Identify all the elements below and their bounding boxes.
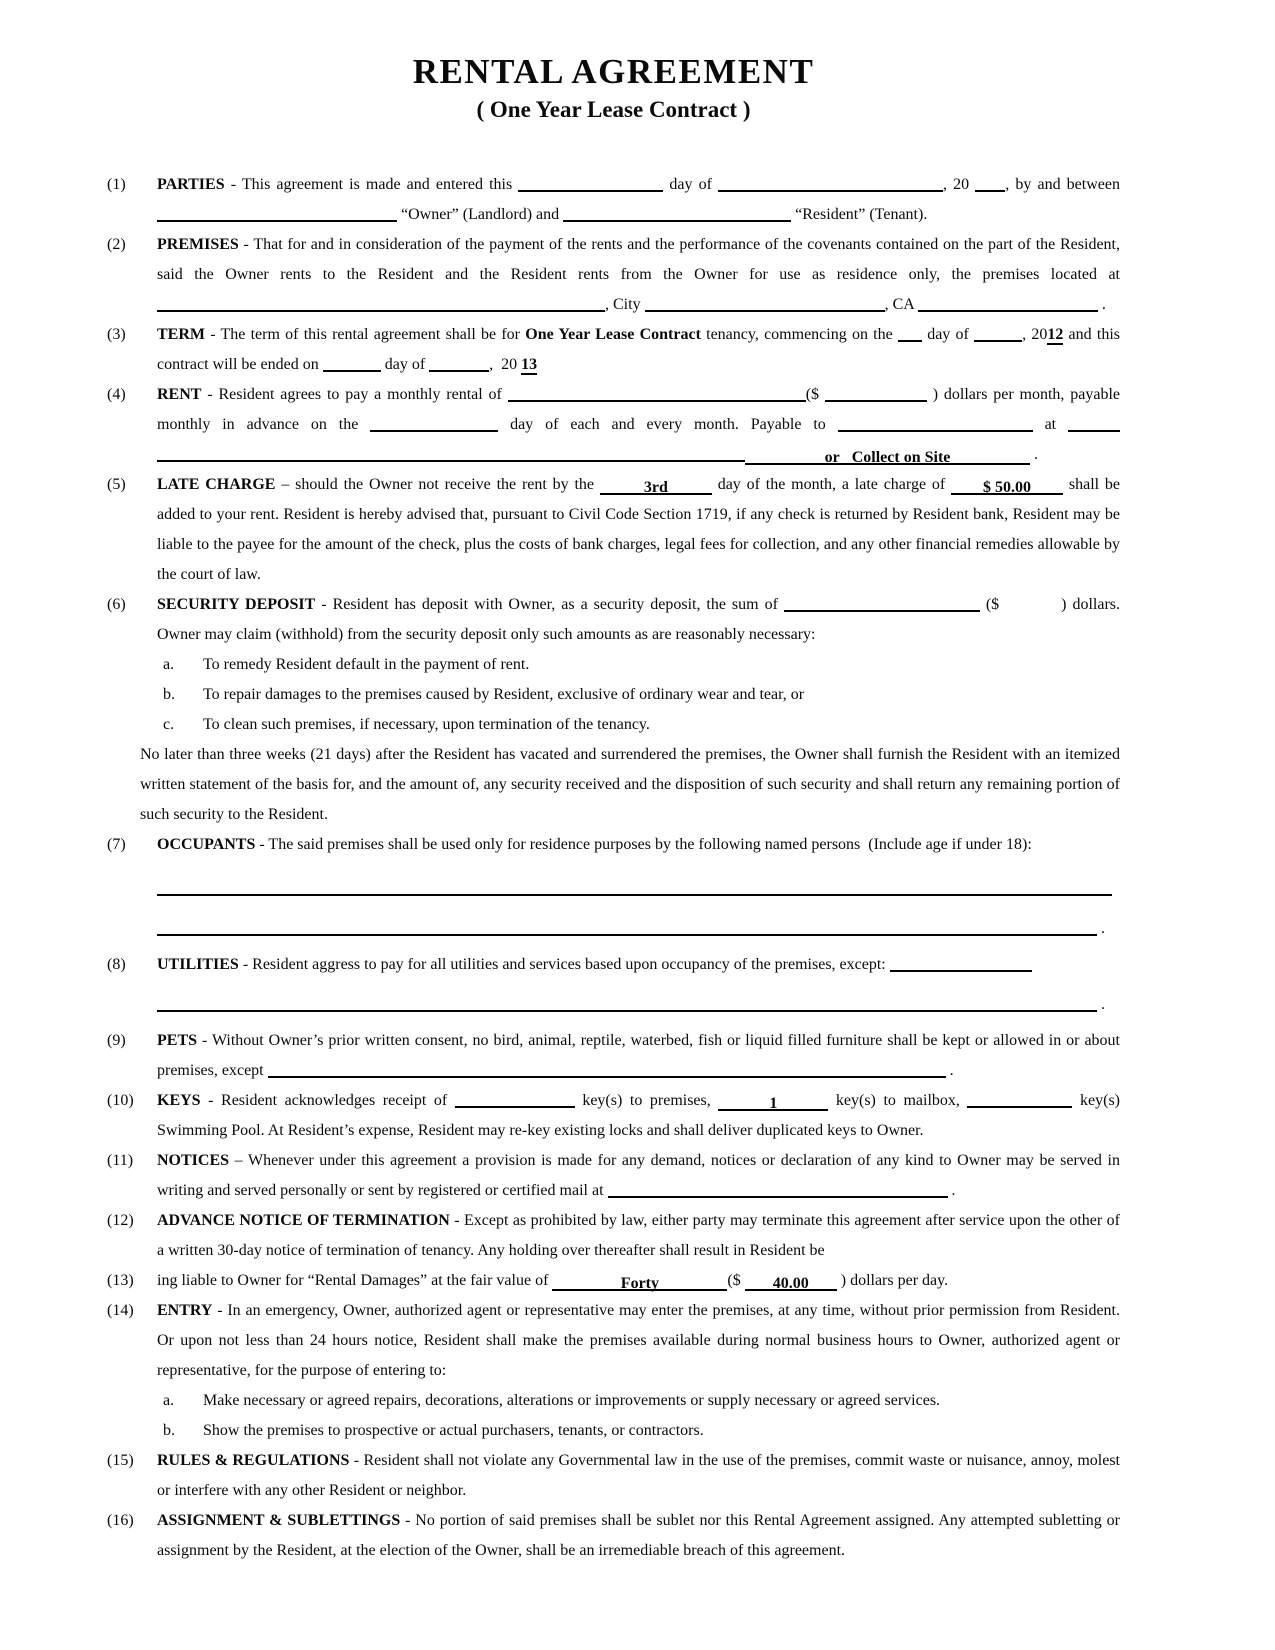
text-run: – Whenever under this agreement a provision is made for any demand, notices or declaration of any kind to Owner may be served in writing and served personally or sent by registered or certified mail at [157, 1152, 1120, 1199]
text-run: No later than three weeks (21 days) after the Resident has vacated and surrendered the premises, the Owner shall furnish the Resident with an itemized written statement of the basis for, and the amount of, any security received and the disposition of such security and shall return any remaining portion of such security to the Resident. [140, 746, 1120, 823]
whitespace-gap [999, 599, 1061, 609]
bold-text-run: UTILITIES [157, 956, 239, 973]
text-run: , by and between [1005, 176, 1120, 193]
item-text [157, 230, 1120, 320]
item-text [157, 914, 1120, 944]
item-number: (16) [107, 1512, 134, 1529]
sub-item-a [107, 650, 1120, 680]
form-blank[interactable] [157, 295, 605, 312]
item-text [157, 1086, 1120, 1146]
form-blank-filled[interactable] [600, 478, 712, 495]
section-14 [107, 1296, 1120, 1386]
section-5 [107, 470, 1120, 590]
form-blank[interactable] [918, 295, 1098, 312]
item-text [203, 680, 1120, 710]
text-run: To clean such premises, if necessary, upon termination of the tenancy. [203, 716, 650, 733]
item-number: (15) [107, 1452, 134, 1469]
item-number: (14) [107, 1302, 134, 1319]
text-run: day of each and every month. Payable to [498, 416, 838, 433]
bold-text-run: PETS [157, 1032, 198, 1049]
bold-text-run: ASSIGNMENT & SUBLETTINGS [157, 1512, 401, 1529]
section-4 [107, 380, 1120, 470]
filled-value: or Collect on Site [824, 449, 951, 466]
item-text [157, 990, 1120, 1020]
text-run: day of the month, a late charge of [711, 476, 952, 493]
form-blank-filled[interactable] [718, 1094, 828, 1111]
item-text [203, 650, 1120, 680]
form-blank[interactable] [838, 415, 1033, 432]
form-blank-filled[interactable] [745, 448, 1030, 465]
text-run: and this contract will be ended on [157, 326, 1121, 373]
sub-item-c [107, 710, 1120, 740]
text-run: day of [921, 326, 975, 343]
item-number: (10) [107, 1092, 134, 1109]
text-run: . [1097, 296, 1106, 313]
document-header [107, 52, 1120, 126]
bold-text-run: RENT [157, 386, 202, 403]
form-blank-filled[interactable] [951, 478, 1063, 495]
section-12 [107, 1206, 1120, 1266]
section-3 [107, 320, 1120, 380]
form-blank[interactable] [429, 355, 489, 372]
item-number: (11) [107, 1152, 134, 1169]
bold-text-run: PREMISES [157, 236, 239, 253]
item-text [203, 1416, 1120, 1446]
blank-line-row [107, 914, 1120, 944]
form-blank-filled[interactable] [552, 1274, 727, 1291]
text-run: , CA [884, 296, 918, 313]
form-blank[interactable] [323, 355, 381, 372]
text-run: . [1030, 446, 1038, 463]
bold-text-run: NOTICES [157, 1152, 230, 1169]
text-run: Make necessary or agreed repairs, decorations, alterations or improvements or supply necessary or agreed services. [203, 1392, 941, 1409]
form-blank[interactable] [890, 955, 1032, 972]
item-text [157, 380, 1120, 470]
continuation-paragraph [107, 740, 1120, 830]
text-run: tenancy, commencing on the [700, 326, 898, 343]
text-run: . [1097, 996, 1105, 1013]
item-text [157, 1026, 1120, 1086]
section-1 [107, 170, 1120, 230]
text-run: , 20 [489, 356, 522, 373]
item-text [157, 1506, 1120, 1566]
text-run: - The term of this rental agreement shall be for [205, 326, 526, 343]
section-16 [107, 1506, 1120, 1566]
form-blank[interactable] [645, 295, 885, 312]
item-number: a. [163, 1392, 175, 1409]
filled-value: 13 [521, 356, 538, 373]
item-text [157, 874, 1120, 904]
form-blank[interactable] [370, 415, 498, 432]
text-run: – should the Owner not receive the rent by the [275, 476, 600, 493]
item-number: (1) [107, 176, 126, 193]
item-text [157, 590, 1120, 650]
text-run: “Resident” (Tenant). [791, 206, 928, 223]
text-run: - Resident has deposit with Owner, as a security deposit, the sum of [315, 596, 784, 613]
form-blank[interactable] [784, 595, 980, 612]
bold-text-run: ENTRY [157, 1302, 213, 1319]
item-number: b. [163, 686, 175, 703]
text-run: ($ [727, 1272, 745, 1289]
text-run: - In an emergency, Owner, authorized agent or representative may enter the premises, at any time, without prior permission from Resident. Or upon not less than 24 hours notice, Resident shall make the premises available during normal business hours to Owner, authorized agent or representative, for the purpose of entering to: [157, 1302, 1120, 1379]
text-run: key(s) Swimming Pool. At Resident’s expense, Resident may re-key existing locks and shall deliver duplicated keys to Owner. [157, 1092, 1120, 1139]
text-run: - That for and in consideration of the payment of the rents and the performance of the covenants contained on the part of the Resident, said the Owner rents to the Resident and the Resident rents from the Owner for use as residence only, the premises located at [157, 236, 1120, 283]
item-number: (8) [107, 956, 126, 973]
form-blank[interactable] [563, 205, 791, 222]
bold-text-run: OCCUPANTS [157, 836, 256, 853]
text-run: , City [605, 296, 645, 313]
form-blank[interactable] [157, 205, 397, 222]
section-9 [107, 1026, 1120, 1086]
item-number [107, 990, 157, 1020]
item-number: (5) [107, 476, 126, 493]
form-blank[interactable] [157, 879, 1112, 896]
filled-value: 1 [769, 1095, 778, 1112]
text-run: day of [380, 356, 430, 373]
document-title: RENTAL AGREEMENT [412, 52, 815, 91]
filled-value: 3rd [643, 479, 668, 496]
text-run: - Resident acknowledges receipt of [200, 1092, 455, 1109]
section-11 [107, 1146, 1120, 1206]
bold-text-run: KEYS [157, 1092, 201, 1109]
text-run: ) dollars per month, payable monthly in advance on the [157, 386, 1121, 433]
item-text [157, 1296, 1120, 1386]
form-blank[interactable] [1068, 415, 1120, 432]
form-blank[interactable] [967, 1091, 1072, 1108]
text-run: , 20 [1022, 326, 1048, 343]
text-run: ) dollars per day. [836, 1272, 949, 1289]
item-number: (4) [107, 386, 126, 403]
form-blank[interactable] [268, 1061, 946, 1078]
item-text [157, 1146, 1120, 1206]
item-text [157, 320, 1120, 380]
text-run: , 20 [943, 176, 976, 193]
item-text [157, 830, 1120, 860]
form-blank[interactable] [508, 385, 806, 402]
item-number: c. [163, 716, 175, 733]
item-text [203, 1386, 1120, 1416]
text-run: . [945, 1062, 954, 1079]
text-run: - The said premises shall be used only for residence purposes by the following named persons (Include age if under 18): [255, 836, 1032, 853]
form-blank[interactable] [157, 919, 1097, 936]
text-run: To repair damages to the premises caused by Resident, exclusive of ordinary wear and tear, or [203, 686, 805, 703]
text-run: - This agreement is made and entered this [224, 176, 519, 193]
bold-text-run: PARTIES [157, 176, 225, 193]
text-run: ) dollars. Owner may claim (withhold) from the security deposit only such amounts as are reasonably necessary: [157, 596, 1121, 643]
item-text [157, 1266, 1120, 1296]
filled-value: Forty [620, 1275, 659, 1292]
sub-item-b [107, 680, 1120, 710]
item-number: (2) [107, 236, 126, 253]
text-run: - No portion of said premises shall be sublet nor this Rental Agreement assigned. Any attempted subletting or assignment by the Resident, at the election of the Owner, shall be an irremediable breach of this agreement. [157, 1512, 1120, 1559]
item-number: b. [163, 1422, 175, 1439]
text-run: . [947, 1182, 956, 1199]
form-blank[interactable] [518, 175, 663, 192]
text-run: key(s) to premises, [574, 1092, 719, 1109]
blank-line-row [107, 874, 1120, 904]
item-number: (13) [107, 1272, 134, 1289]
bold-text-run: TERM [157, 326, 205, 343]
bold-text-run: One Year Lease Contract [525, 326, 701, 343]
text-run: day of [663, 176, 719, 193]
item-number: (12) [107, 1212, 134, 1229]
form-blank[interactable] [157, 445, 745, 462]
item-text [157, 470, 1120, 590]
text-run: at [1032, 416, 1069, 433]
filled-value: $ 50.00 [983, 479, 1032, 496]
text-run: Show the premises to prospective or actual purchasers, tenants, or contractors. [203, 1422, 704, 1439]
bold-text-run: LATE CHARGE [157, 476, 276, 493]
section-10 [107, 1086, 1120, 1146]
text-run: ($ [979, 596, 1000, 613]
document-subtitle: ( One Year Lease Contract ) [476, 97, 751, 122]
item-text [157, 950, 1120, 980]
section-13 [107, 1266, 1120, 1296]
section-2 [107, 230, 1120, 320]
form-blank[interactable] [975, 175, 1005, 192]
text-run: key(s) to mailbox, [828, 1092, 968, 1109]
form-blank[interactable] [898, 325, 922, 342]
item-text [203, 710, 1120, 740]
bold-text-run: SECURITY DEPOSIT [157, 596, 316, 613]
section-8 [107, 950, 1120, 980]
item-number: a. [163, 656, 175, 673]
item-number: (9) [107, 1032, 126, 1049]
section-7 [107, 830, 1120, 860]
text-run: “Owner” (Landlord) and [397, 206, 564, 223]
text-run: - Resident agrees to pay a monthly rental of [201, 386, 508, 403]
text-run: To remedy Resident default in the payment of rent. [203, 656, 530, 673]
form-blank[interactable] [718, 175, 943, 192]
section-6 [107, 590, 1120, 650]
item-number [107, 914, 157, 944]
blank-line-row [107, 990, 1120, 1020]
sub-item-a [107, 1386, 1120, 1416]
item-number: (3) [107, 326, 126, 343]
text-run: shall be added to your rent. Resident is hereby advised that, pursuant to Civil Code Section 1719, if any check is returned by Resident bank, Resident may be liable to the payee for the amount of the check, plus the costs of bank charges, legal fees for collection, and any other financial remedies allowable by the court of law. [157, 476, 1121, 583]
form-blank[interactable] [825, 385, 927, 402]
text-run: ($ [805, 386, 825, 403]
text-run: - Resident aggress to pay for all utilities and services based upon occupancy of the premises, except: [238, 956, 890, 973]
item-text [140, 740, 1120, 830]
item-number: (6) [107, 596, 126, 613]
form-blank[interactable] [455, 1091, 575, 1108]
form-blank[interactable] [608, 1181, 948, 1198]
text-run: - Resident shall not violate any Governmental law in the use of the premises, commit waste or nuisance, annoy, molest or interfere with any other Resident or neighbor. [157, 1452, 1120, 1499]
bold-text-run: RULES & REGULATIONS [157, 1452, 350, 1469]
section-15 [107, 1446, 1120, 1506]
item-number [107, 874, 157, 904]
text-run: - Without Owner’s prior written consent, no bird, animal, reptile, waterbed, fish or liquid filled furniture shall be kept or allowed in or about premises, except [157, 1032, 1120, 1079]
bold-text-run: ADVANCE NOTICE OF TERMINATION [157, 1212, 450, 1229]
filled-value: 12 [1047, 326, 1064, 343]
item-text [157, 1206, 1120, 1266]
filled-value: 40.00 [772, 1275, 809, 1292]
form-blank[interactable] [157, 995, 1097, 1012]
item-number: (7) [107, 836, 126, 853]
item-text [157, 1446, 1120, 1506]
sections [107, 170, 1120, 1566]
form-blank-filled[interactable] [745, 1274, 837, 1291]
text-run: . [1097, 920, 1105, 937]
sub-item-b [107, 1416, 1120, 1446]
text-run: - Except as prohibited by law, either party may terminate this agreement after service upon the other of a written 30-day notice of termination of tenancy. Any holding over thereafter shall result in Resident be [157, 1212, 1121, 1259]
item-text [157, 170, 1120, 230]
text-run: ing liable to Owner for “Rental Damages” at the fair value of [157, 1272, 553, 1289]
form-blank[interactable] [974, 325, 1022, 342]
